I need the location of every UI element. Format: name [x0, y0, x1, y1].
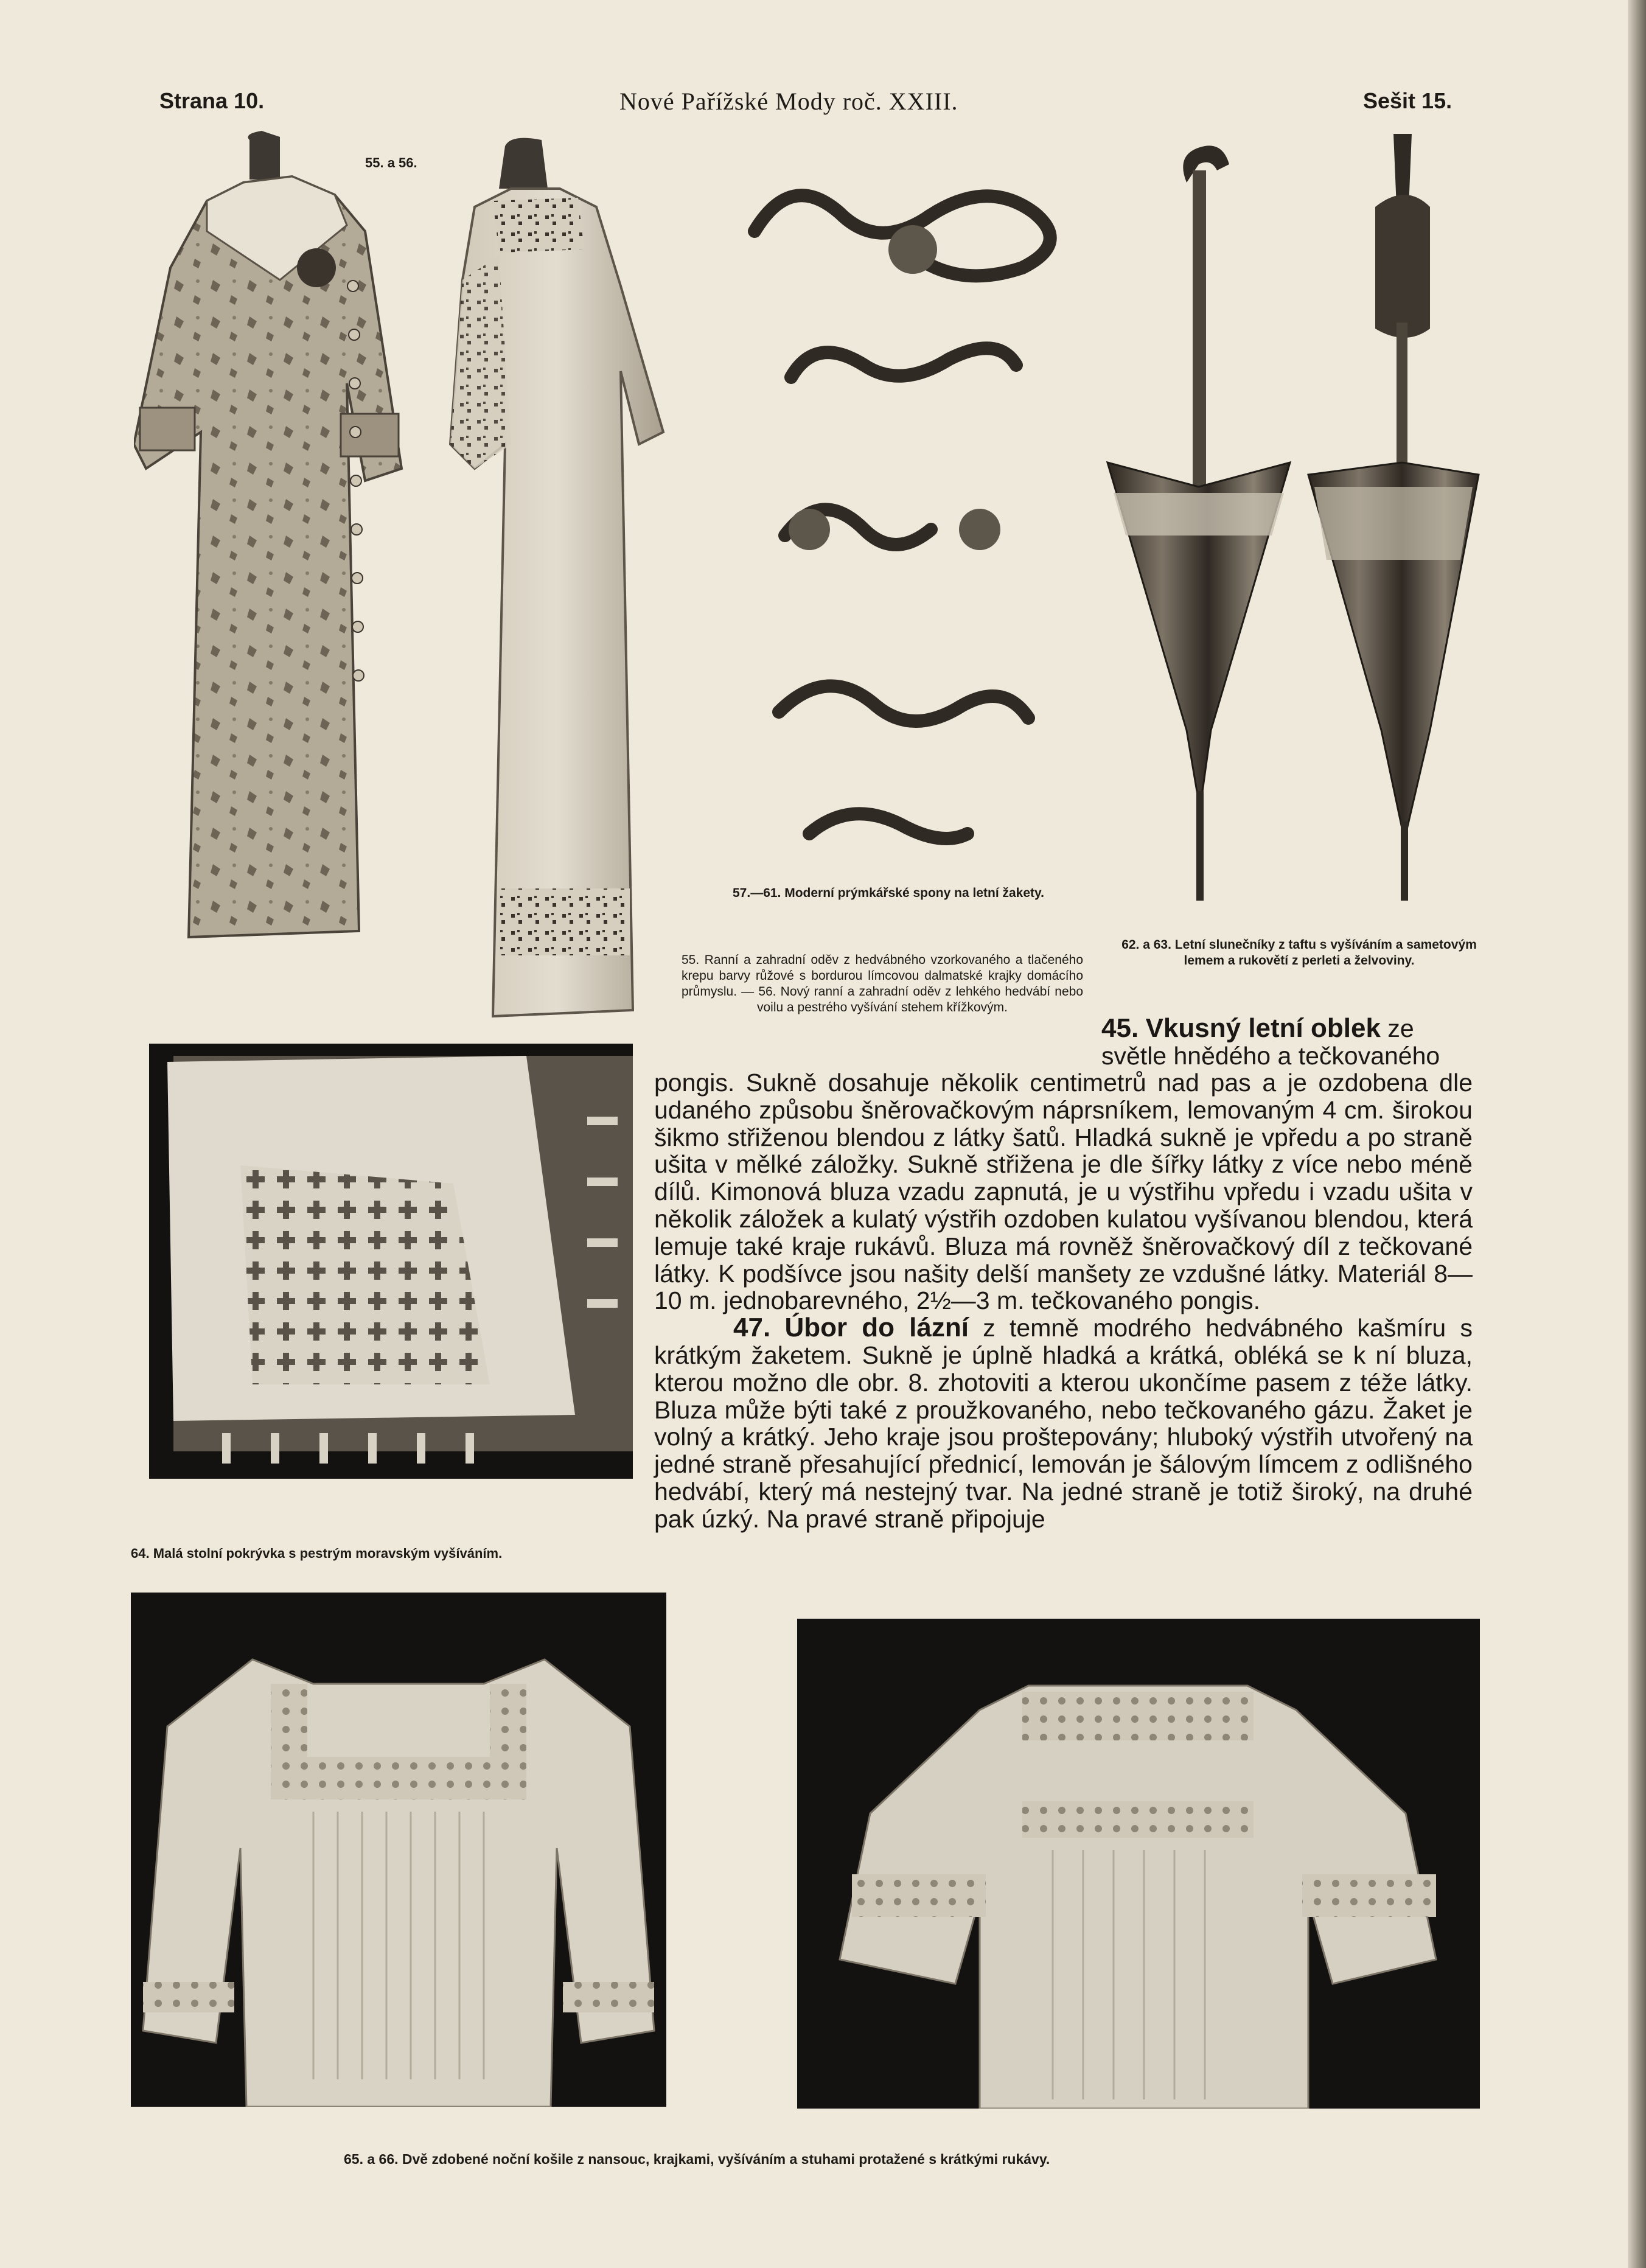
parasols-illustration — [1089, 122, 1503, 931]
plate-label-55-56: 55. a 56. — [365, 155, 417, 170]
article-45-intro: ze světle hnědého a tečkovaného — [1101, 1014, 1440, 1070]
caption-buttons: 57.—61. Moderní prýmkářské spony na letní žakety. — [733, 886, 1044, 900]
article-45-heading-line — [1101, 1015, 1473, 1070]
article-47-title: Úbor do lázní — [784, 1313, 969, 1343]
issue-number: Sešit 15. — [1363, 88, 1452, 113]
article-45-title: Vkusný letní oblek — [1145, 1013, 1381, 1043]
article-47-number: 47. — [733, 1313, 771, 1343]
caption-robes: 55. Ranní a zahradní oděv z hedvábného vzorkovaného a tlačeného krepu barvy růžové s bordurou límcovou dalmatské krajky domácího průmyslu. — 56. Nový ranní a zahradní oděv z lehkého hedvábí nebo voilu a pestrého vyšívání stehem křížkovým. — [682, 953, 1083, 1014]
tablecloth-photo — [149, 1044, 633, 1479]
article-47-body: z temně modrého hedvábného kašmíru s krátkým žaketem. Sukně je úplně hladká a krátká, obléká se k ní bluza, kterou možno dle obr. 8. zhotoviti a kterou ukončíme pasem z téže látky. Bluza může býti také z proužkovaného, nebo tečkovaného gázu. Žaket je volný a krátký. Jeho kraje jsou proštepovány; hluboký výstřih utvořený na jedné straně přesahující přednicí, lemován je šálovým límcem z odlišného hedvábí, který má nestejný tvar. Na jedné straně je totiž široký, na druhé pak úzký. Na pravé straně připojuje — [654, 1314, 1473, 1533]
robes-illustration — [134, 128, 694, 1022]
nightshirt-65-photo — [131, 1593, 666, 2107]
page-number: Strana 10. — [159, 88, 265, 113]
nightshirt-66-photo — [797, 1619, 1480, 2109]
page-edge-shadow — [1628, 0, 1646, 2268]
article-body — [654, 1069, 1473, 1533]
frog-buttons-illustration — [718, 146, 1095, 876]
article-47-paragraph — [654, 1314, 1473, 1532]
article-45-body: pongis. Sukně dosahuje několik centimetrů nad pas a je ozdobena dle udaného způsobu šněrovačkovým náprsníkem, lemovaným 4 cm. širokou šikmo střiženou blendou z látky šatů. Hladká sukně je vpředu a po straně ušita v mělké záložky. Sukně střižena je dle šířky látky z více nebo méně dílů. Kimonová bluza vzadu zapnutá, je u výstřihu vpředu i vzadu ušita v několik záložek a kulatý výstřih ozdoben kulatou vyšívanou blendou, která lemuje také kraje rukávů. Bluza má rovněž šněrovačkový díl z tečkované látky. K podšívce jsou našity delší manšety ze vzdušné látky. Materiál 8—10 m. jednobarevného, 2½—3 m. tečkovaného pongis. — [654, 1069, 1473, 1315]
journal-title: Nové Pařížské Mody roč. XXIII. — [619, 88, 958, 115]
caption-nightshirts: 65. a 66. Dvě zdobené noční košile z nansouc, krajkami, vyšíváním a stuhami protažené s krátkými rukávy. — [344, 2151, 1050, 2167]
caption-tablecloth: 64. Malá stolní pokrývka s pestrým moravským vyšíváním. — [131, 1546, 503, 1561]
article-45-number: 45. — [1101, 1013, 1139, 1043]
caption-parasols: 62. a 63. Letní slunečníky z taftu s vyšíváním a sametovým lemem a rukovětí z perleti a želvoviny. — [1121, 938, 1477, 968]
